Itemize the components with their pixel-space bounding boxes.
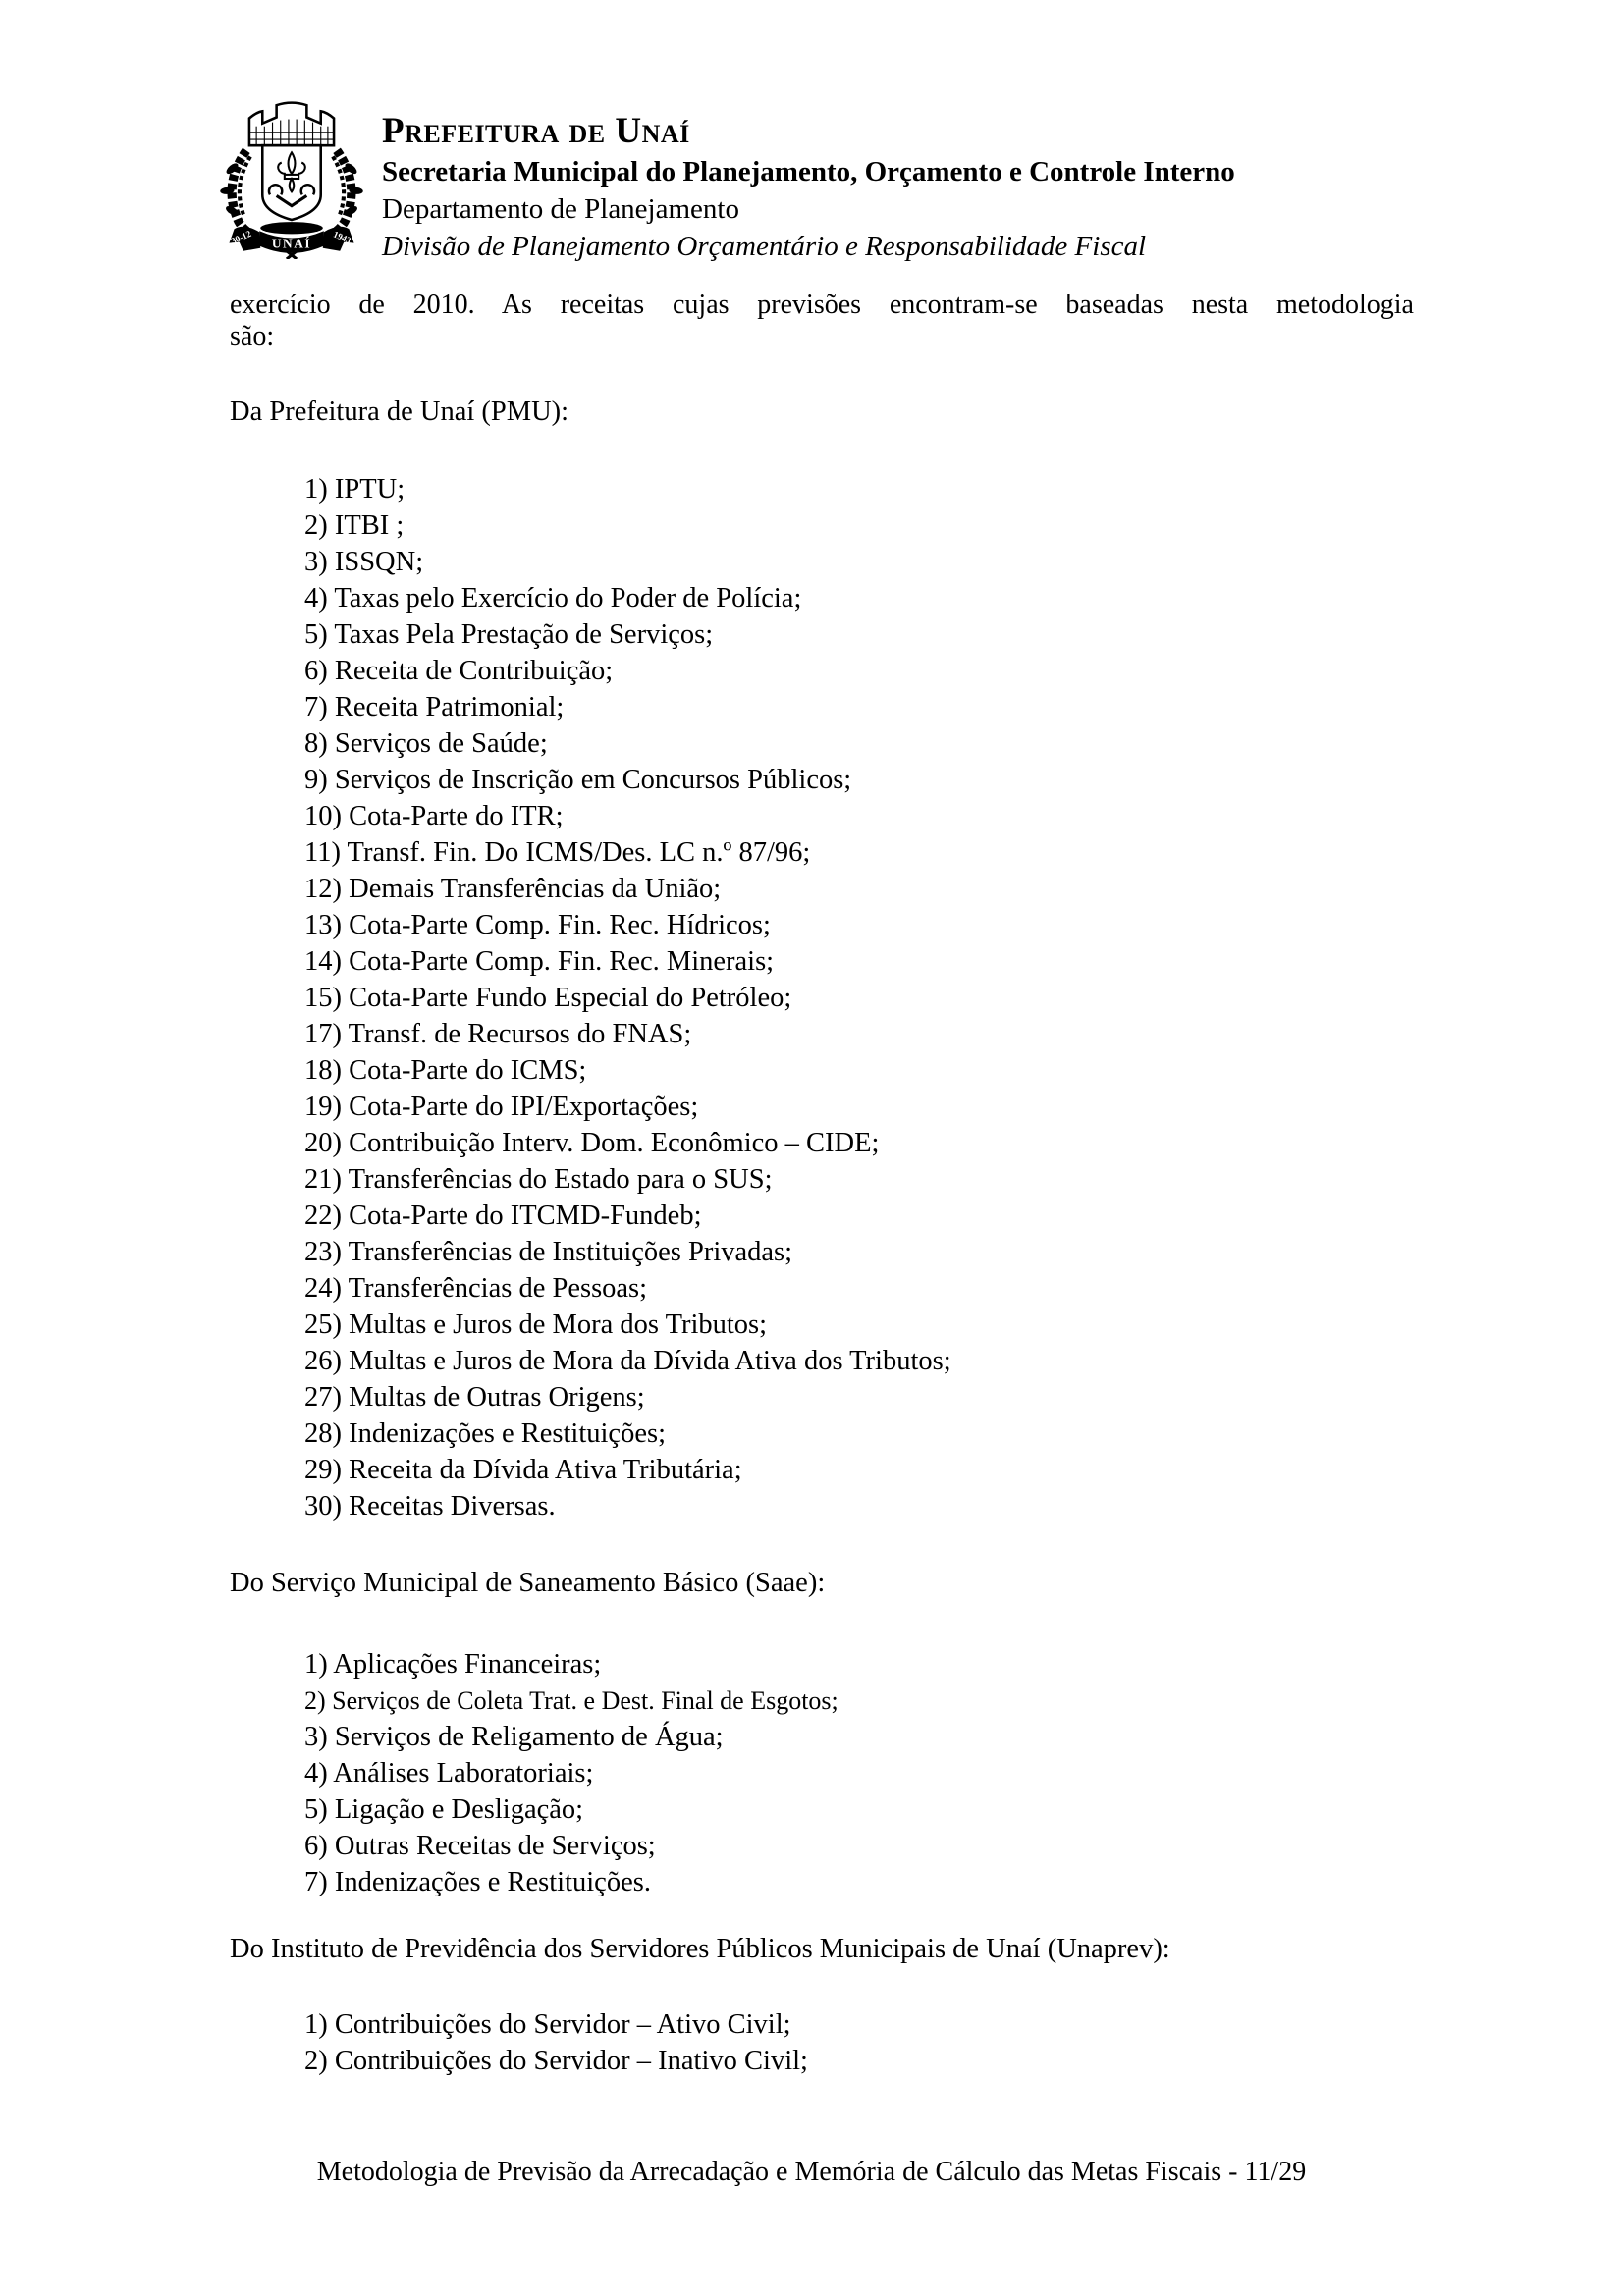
list-item: 28) Indenizações e Restituições; bbox=[304, 1418, 666, 1449]
list-item: 24) Transferências de Pessoas; bbox=[304, 1273, 648, 1304]
list-item: 6) Outras Receitas de Serviços; bbox=[304, 1831, 656, 1861]
list-item: 2) ITBI ; bbox=[304, 510, 405, 541]
intro-line-1: exercício de 2010. As receitas cujas previsões encontram-se baseadas nesta metodologia bbox=[230, 290, 1414, 320]
list-item: 19) Cota-Parte do IPI/Exportações; bbox=[304, 1092, 699, 1122]
list-item: 11) Transf. Fin. Do ICMS/Des. LC n.º 87/96; bbox=[304, 837, 811, 868]
list-item: 30) Receitas Diversas. bbox=[304, 1491, 556, 1522]
intro-line-2: são: bbox=[230, 321, 275, 351]
list-item: 5) Taxas Pela Prestação de Serviços; bbox=[304, 619, 714, 650]
list-item: 17) Transf. de Recursos do FNAS; bbox=[304, 1019, 692, 1049]
page-footer: Metodologia de Previsão da Arrecadação e Memória de Cálculo das Metas Fiscais - 11/29 bbox=[316, 2157, 1307, 2187]
list-item: 4) Taxas pelo Exercício do Poder de Polícia; bbox=[304, 583, 802, 614]
list-item: 7) Receita Patrimonial; bbox=[304, 692, 565, 722]
list-item: 18) Cota-Parte do ICMS; bbox=[304, 1055, 587, 1086]
section-heading-unaprev: Do Instituto de Previdência dos Servidores Públicos Municipais de Unaí (Unaprev): bbox=[230, 1934, 1170, 1964]
list-item: 1) Contribuições do Servidor – Ativo Civil; bbox=[304, 2009, 791, 2040]
organization-name: Prefeitura de Unaí bbox=[382, 111, 690, 151]
crest-base-bar bbox=[260, 222, 323, 234]
list-item: 23) Transferências de Instituições Privadas; bbox=[304, 1237, 793, 1267]
list-item: 1) Aplicações Financeiras; bbox=[304, 1649, 602, 1680]
list-item: 3) Serviços de Religamento de Água; bbox=[304, 1722, 724, 1752]
section-heading-saae: Do Serviço Municipal de Saneamento Básico (Saae): bbox=[230, 1568, 826, 1598]
section-list-pmu bbox=[304, 471, 1434, 1524]
list-item: 14) Cota-Parte Comp. Fin. Rec. Minerais; bbox=[304, 946, 775, 977]
section-heading-pmu: Da Prefeitura de Unaí (PMU): bbox=[230, 397, 569, 427]
list-item: 3) ISSQN; bbox=[304, 547, 424, 577]
crest-laurel-right bbox=[327, 150, 363, 236]
section-list-unaprev bbox=[304, 2006, 1434, 2079]
ribbon-text-right: 1943 bbox=[331, 229, 352, 246]
list-item: 15) Cota-Parte Fundo Especial do Petróleo; bbox=[304, 983, 792, 1013]
list-item: 20) Contribuição Interv. Dom. Econômico – CIDE; bbox=[304, 1128, 880, 1158]
list-item: 8) Serviços de Saúde; bbox=[304, 728, 548, 759]
list-item: 7) Indenizações e Restituições. bbox=[304, 1867, 651, 1897]
list-item: 2) Contribuições do Servidor – Inativo Civil; bbox=[304, 2046, 808, 2076]
ribbon-text-left: 30-12 bbox=[229, 228, 253, 246]
crest-shield bbox=[262, 145, 320, 220]
crest-graphic bbox=[216, 98, 367, 259]
list-item: 5) Ligação e Desligação; bbox=[304, 1794, 584, 1825]
list-item: 2) Serviços de Coleta Trat. e Dest. Final de Esgotos; bbox=[304, 1686, 839, 1715]
secretariat-line: Secretaria Municipal do Planejamento, Orçamento e Controle Interno bbox=[382, 156, 1235, 187]
list-item: 22) Cota-Parte do ITCMD-Fundeb; bbox=[304, 1201, 702, 1231]
intro-paragraph bbox=[230, 290, 1414, 352]
list-item: 29) Receita da Dívida Ativa Tributária; bbox=[304, 1455, 742, 1485]
list-item: 26) Multas e Juros de Mora da Dívida Ativa dos Tributos; bbox=[304, 1346, 951, 1376]
municipal-crest-logo bbox=[216, 98, 367, 259]
ribbon-text-center: UNAÍ bbox=[271, 236, 312, 251]
list-item: 12) Demais Transferências da União; bbox=[304, 874, 722, 904]
list-item: 21) Transferências do Estado para o SUS; bbox=[304, 1164, 773, 1195]
list-item: 9) Serviços de Inscrição em Concursos Públicos; bbox=[304, 765, 852, 795]
list-item: 1) IPTU; bbox=[304, 474, 406, 505]
list-item: 27) Multas de Outras Origens; bbox=[304, 1382, 645, 1413]
section-list-saae bbox=[304, 1646, 1434, 1900]
list-item: 10) Cota-Parte do ITR; bbox=[304, 801, 564, 831]
crest-crown bbox=[249, 103, 334, 146]
list-item: 6) Receita de Contribuição; bbox=[304, 656, 614, 686]
department-line: Departamento de Planejamento bbox=[382, 193, 739, 225]
letterhead bbox=[382, 110, 1235, 265]
list-item: 13) Cota-Parte Comp. Fin. Rec. Hídricos; bbox=[304, 910, 771, 940]
crest-laurel-left bbox=[220, 150, 256, 236]
list-item: 25) Multas e Juros de Mora dos Tributos; bbox=[304, 1309, 768, 1340]
list-item: 4) Análises Laboratoriais; bbox=[304, 1758, 594, 1789]
division-line: Divisão de Planejamento Orçamentário e Responsabilidade Fiscal bbox=[382, 231, 1147, 262]
